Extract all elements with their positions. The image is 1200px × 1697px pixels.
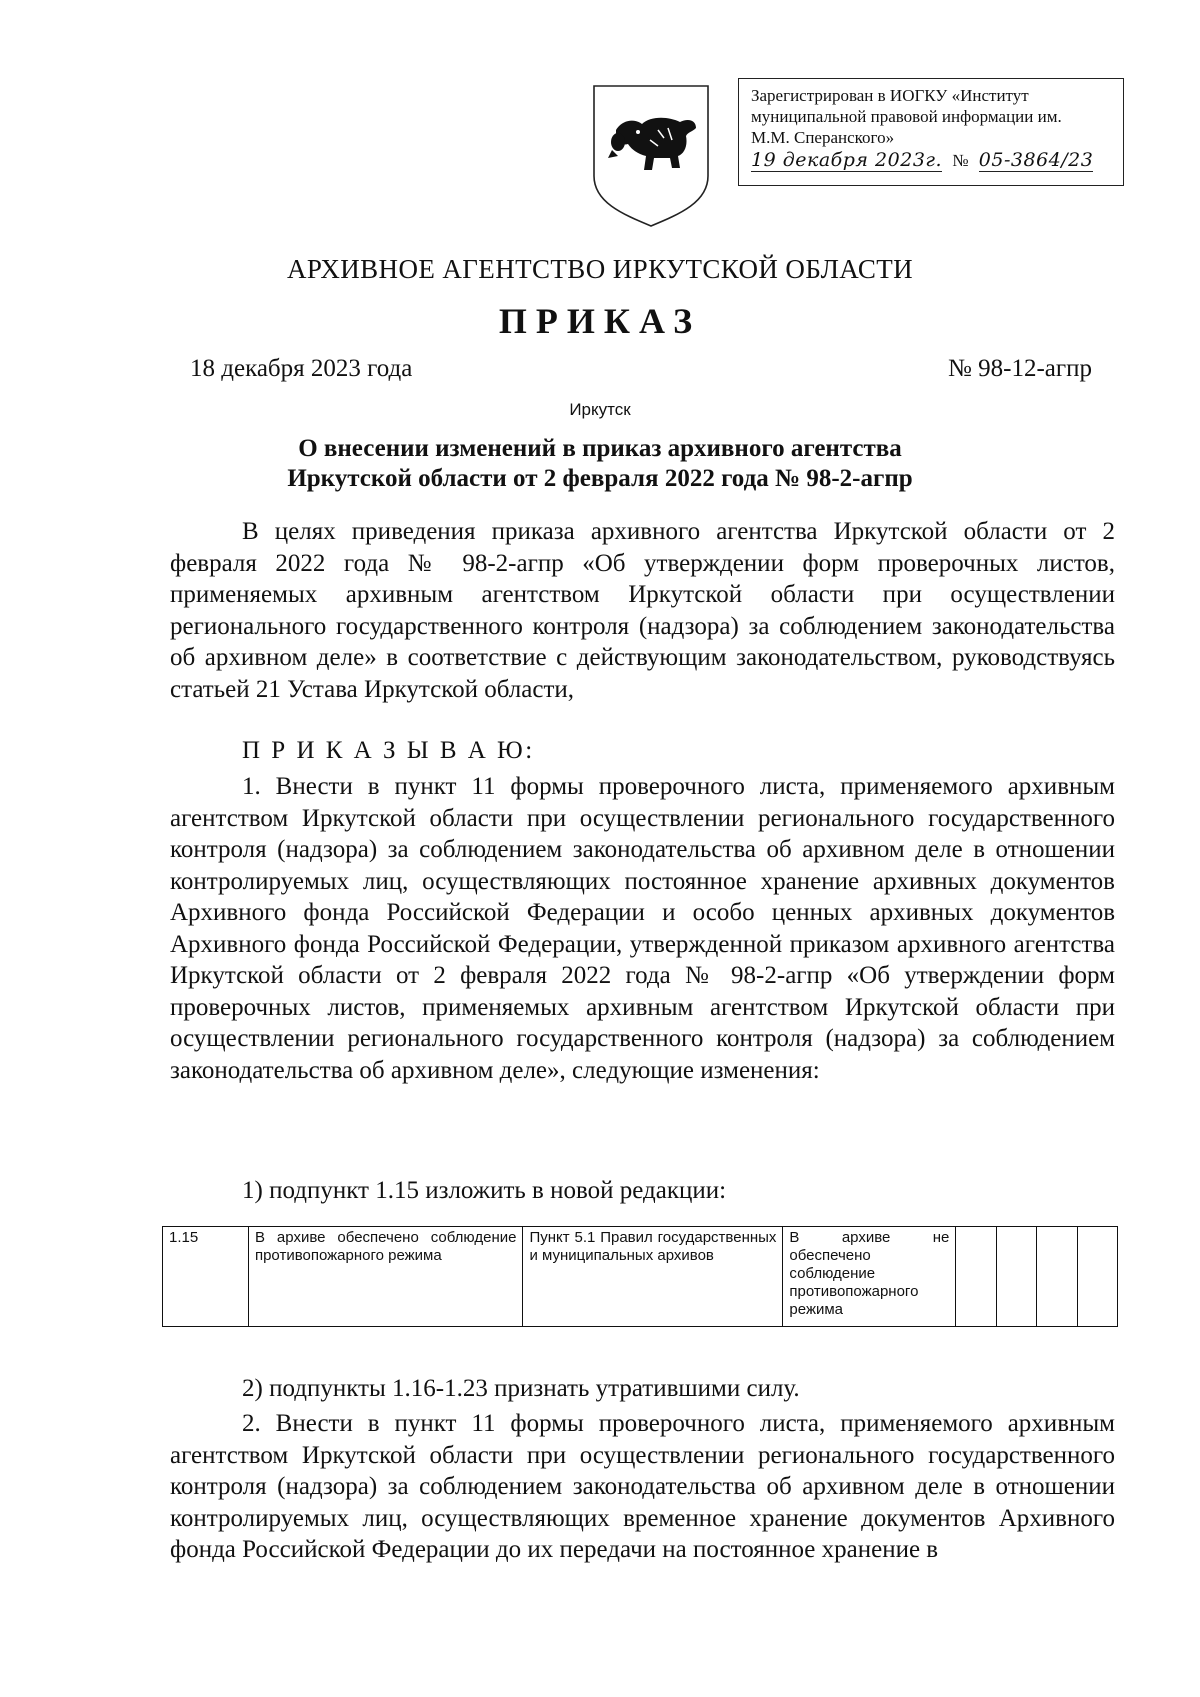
item-1-paragraph: 1. Внести в пункт 11 формы проверочного листа, применяемого архивным агентством Иркутской области при осуществлении регионального государственного контроля (надзора) за соблюдением законодательства об архивном деле в отношении контролируемых лиц, осуществляющих постоянное хранение архивных документов Архивного фонда Российской Федерации и особо ценных архивных документов Архивного фонда Российской Федерации, утвержденной приказом архивного агентства Иркутской области от 2 февраля 2022 года № 98-2-агпр «Об утверждении форм проверочных листов, применяемых архивным агентством Иркутской области при осуществлении регионального государственного контроля (надзора) за соблюдением законодательства об архивном деле», следующие изменения: (170, 773, 1115, 1084)
stamp-line-1: Зарегистрирован в ИОГКУ «Институт (751, 86, 1029, 105)
agency-name: АРХИВНОЕ АГЕНТСТВО ИРКУТСКОЙ ОБЛАСТИ (286, 254, 914, 284)
table-cell-reference: Пункт 5.1 Правил государственных и муниципальных архивов (523, 1227, 783, 1327)
table-cell-empty (996, 1227, 1036, 1327)
subitem-1: 1) подпункт 1.15 изложить в новой редакции: (242, 1177, 727, 1204)
item-2-paragraph: 2. Внести в пункт 11 формы проверочного листа, применяемого архивным агентством Иркутской области при осуществлении регионального государственного контроля (надзора) за соблюдением законодательства об архивном деле в отношении контролируемых лиц, осуществляющих временное хранение документов Архивного фонда Российской Федерации до их передачи на постоянное хранение в (170, 1410, 1115, 1563)
table-cell-requirement: В архиве обеспечено соблюдение противопожарного режима (248, 1227, 522, 1327)
table-cell-empty (1077, 1227, 1117, 1327)
stamp-registration-number: 05-3864/23 (978, 149, 1094, 171)
order-number: № 98-12-агпр (948, 355, 1092, 382)
document-type-title: ПРИКАЗ (498, 301, 702, 341)
order-city: Иркутск (569, 400, 631, 419)
registration-stamp (738, 78, 1124, 186)
stamp-number-label: № (952, 151, 969, 170)
stamp-registration-line (751, 149, 1113, 172)
checklist-table (162, 1226, 1118, 1327)
stamp-line-2: муниципальной правовой информации им. (751, 107, 1062, 126)
table-cell-empty (956, 1227, 996, 1327)
table-cell-empty (1037, 1227, 1077, 1327)
coat-of-arms-emblem (588, 80, 714, 228)
stamp-line-3: М.М. Сперанского» (751, 128, 895, 147)
table-row (163, 1227, 1118, 1327)
order-date: 18 декабря 2023 года (190, 355, 413, 382)
subject-line-1: О внесении изменений в приказ архивного агентства (298, 435, 902, 462)
preamble-paragraph (170, 516, 1115, 705)
stamp-registration-date: 19 декабря 2023г. (751, 149, 943, 171)
order-subject (0, 434, 1200, 494)
table-cell-violation: В архиве не обеспечено соблюдение противопожарного режима (783, 1227, 956, 1327)
order-word: П Р И К А З Ы В А Ю: (242, 737, 535, 764)
preamble-text: В целях приведения приказа архивного агентства Иркутской области от 2 февраля 2022 года № 98-2-агпр «Об утверждении форм проверочных листов, применяемых архивным агентством Иркутской области при осуществлении регионального государственного контроля (надзора) за соблюдением законодательства об архивном деле» в соответствие с действующим законодательством, руководствуясь статьей 21 Устава Иркутской области, (170, 518, 1115, 703)
subject-line-2: Иркутской области от 2 февраля 2022 года № 98-2-агпр (287, 465, 913, 492)
table-cell-number: 1.15 (163, 1227, 249, 1327)
subitem-2: 2) подпункты 1.16-1.23 признать утратившими силу. (242, 1375, 800, 1402)
